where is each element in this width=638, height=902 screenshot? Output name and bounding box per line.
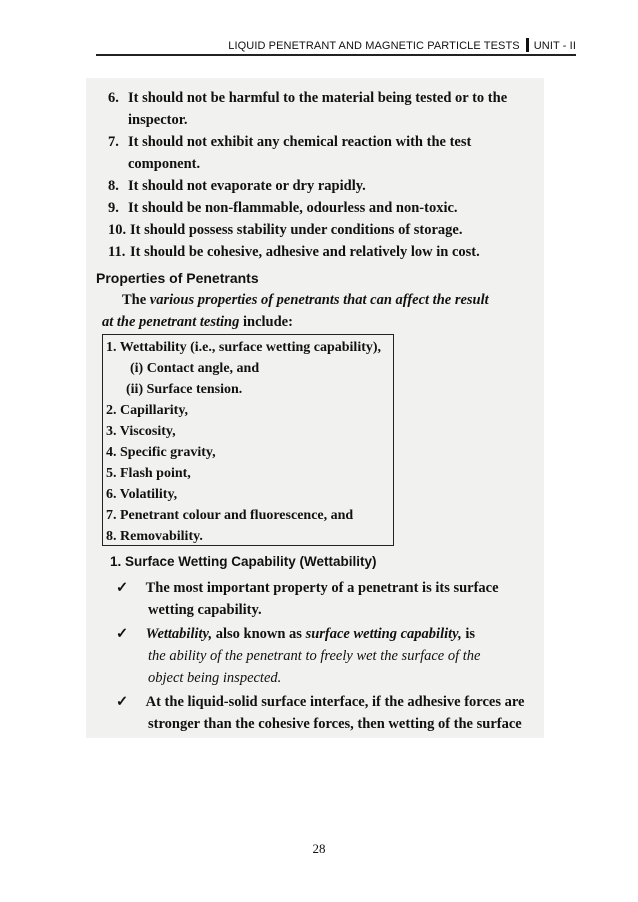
list-item-6-cont: inspector. xyxy=(128,112,188,128)
bullet-1: ✓ The most important property of a penetrant is its surface xyxy=(116,580,499,596)
box-item: 6. Volatility, xyxy=(106,487,178,502)
box-item: 8. Removability. xyxy=(106,529,203,544)
header-rule xyxy=(96,54,576,56)
running-header xyxy=(228,38,576,52)
box-item: 2. Capillarity, xyxy=(106,403,189,418)
scanned-page-image xyxy=(86,78,544,738)
box-subitem: (i) Contact angle, and xyxy=(130,361,260,376)
box-item: 7. Penetrant colour and fluorescence, and xyxy=(106,508,354,523)
bullet-2-cont: the ability of the penetrant to freely wet the surface of the xyxy=(148,648,481,664)
box-item: 3. Viscosity, xyxy=(106,424,176,439)
bullet-2-cont: object being inspected. xyxy=(148,670,282,686)
list-item-9: 9. It should be non-flammable, odourless and non-toxic. xyxy=(108,200,458,216)
checkmark-icon: ✓ xyxy=(116,694,129,710)
checkmark-icon: ✓ xyxy=(116,580,129,596)
bullet-3: ✓ At the liquid-solid surface interface, if the adhesive forces are xyxy=(116,694,525,710)
list-item-7-cont: component. xyxy=(128,156,201,172)
section-heading: Properties of Penetrants xyxy=(96,270,259,286)
intro-line-1: The various properties of penetrants that can affect the result xyxy=(122,292,489,308)
list-item-7: 7. It should not exhibit any chemical reaction with the test xyxy=(108,134,472,150)
bullet-3-cont: stronger than the cohesive forces, then wetting of the surface xyxy=(148,716,522,732)
intro-line-2: at the penetrant testing include: xyxy=(102,314,293,330)
subsection-heading: 1. Surface Wetting Capability (Wettability) xyxy=(110,554,377,569)
bullet-2: ✓ Wettability, also known as surface wetting capability, is xyxy=(116,626,475,642)
checkmark-icon: ✓ xyxy=(116,626,129,642)
list-item-11: 11. It should be cohesive, adhesive and relatively low in cost. xyxy=(108,244,480,260)
box-item: 4. Specific gravity, xyxy=(106,445,216,460)
list-item-6: 6. It should not be harmful to the material being tested or to the xyxy=(108,90,508,106)
box-item: 5. Flash point, xyxy=(106,466,191,481)
header-separator xyxy=(526,38,529,52)
box-subitem: (ii) Surface tension. xyxy=(126,382,243,397)
list-item-10: 10. It should possess stability under conditions of storage. xyxy=(108,222,463,238)
header-unit: UNIT - II xyxy=(533,40,576,52)
page-number: 28 xyxy=(312,841,326,856)
bullet-1-cont: wetting capability. xyxy=(148,602,262,618)
list-item-8: 8. It should not evaporate or dry rapidly. xyxy=(108,178,366,194)
header-title: LIQUID PENETRANT AND MAGNETIC PARTICLE TESTS xyxy=(228,40,520,52)
box-item: 1. Wettability (i.e., surface wetting capability), xyxy=(106,340,382,355)
